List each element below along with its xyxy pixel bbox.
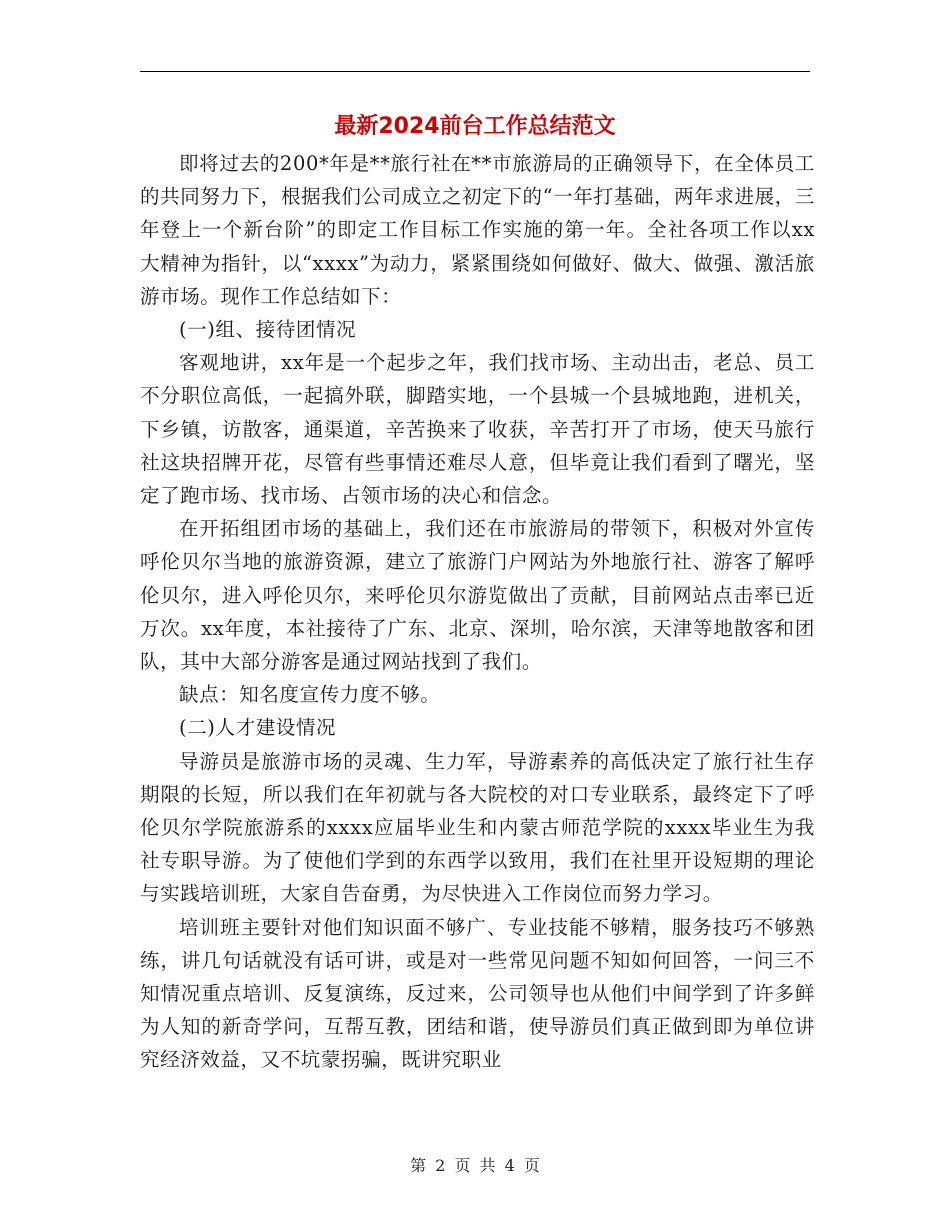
- section-heading-talent: (二)人才建设情况: [179, 716, 337, 740]
- page-number-footer: 第 2 页 共 4 页: [410, 1156, 540, 1175]
- document-body: [140, 147, 815, 1077]
- paragraph-market-start: 客观地讲，xx年是一个起步之年，我们找市场、主动出击，老总、员工不分职位高低，一起搞外联，脚踏实地，一个县城一个县城地跑，进机关，下乡镇，访散客，通渠道，辛苦换来了收获，辛苦打开了市场，使天马旅行社这块招牌开花，尽管有些事情还难尽人意，但毕竟让我们看到了曙光，坚定了跑市场、找市场、占领市场的决心和信念。: [140, 351, 815, 508]
- header-rule: [140, 71, 810, 72]
- section-heading-tour-groups: (一)组、接待团情况: [179, 318, 357, 342]
- paragraph-shortcoming: 缺点：知名度宣传力度不够。: [179, 683, 441, 707]
- paragraph-training: 培训班主要针对他们知识面不够广、专业技能不够精，服务技巧不够熟练，讲几句话就没有话可讲，或是对一些常见问题不知如何回答，一问三不知情况重点培训、反复演练，反过来，公司领导也从他们中间学到了许多鲜为人知的新奇学问，互帮互教，团结和谐，使导游员们真正做到即为单位讲究经济效益，又不坑蒙拐骗，既讲究职业: [140, 915, 815, 1072]
- paragraph-guides: 导游员是旅游市场的灵魂、生力军，导游素养的高低决定了旅行社生存期限的长短，所以我们在年初就与各大院校的对口专业联系，最终定下了呼伦贝尔学院旅游系的xxxx应届毕业生和内蒙古师范学院的xxxx毕业生为我社专职导游。为了使他们学到的东西学以致用，我们在社里开设短期的理论与实践培训班，大家自告奋勇，为尽快进入工作岗位而努力学习。: [140, 749, 815, 906]
- document-title: 最新2024前台工作总结范文: [334, 114, 616, 139]
- paragraph-website: 在开拓组团市场的基础上，我们还在市旅游局的带领下，积极对外宣传呼伦贝尔当地的旅游资源，建立了旅游门户网站为外地旅行社、游客了解呼伦贝尔，进入呼伦贝尔，来呼伦贝尔游览做出了贡献，目前网站点击率已近万次。xx年度，本社接待了广东、北京、深圳，哈尔滨，天津等地散客和团队，其中大部分游客是通过网站找到了我们。: [140, 517, 815, 674]
- paragraph-intro: 即将过去的200*年是**旅行社在**市旅游局的正确领导下，在全体员工的共同努力下，根据我们公司成立之初定下的“一年打基础，两年求进展，三年登上一个新台阶”的即定工作目标工作实施的第一年。全社各项工作以xx大精神为指针，以“xxxx”为动力，紧紧围绕如何做好、做大、做强、激活旅游市场。现作工作总结如下：: [140, 152, 815, 308]
